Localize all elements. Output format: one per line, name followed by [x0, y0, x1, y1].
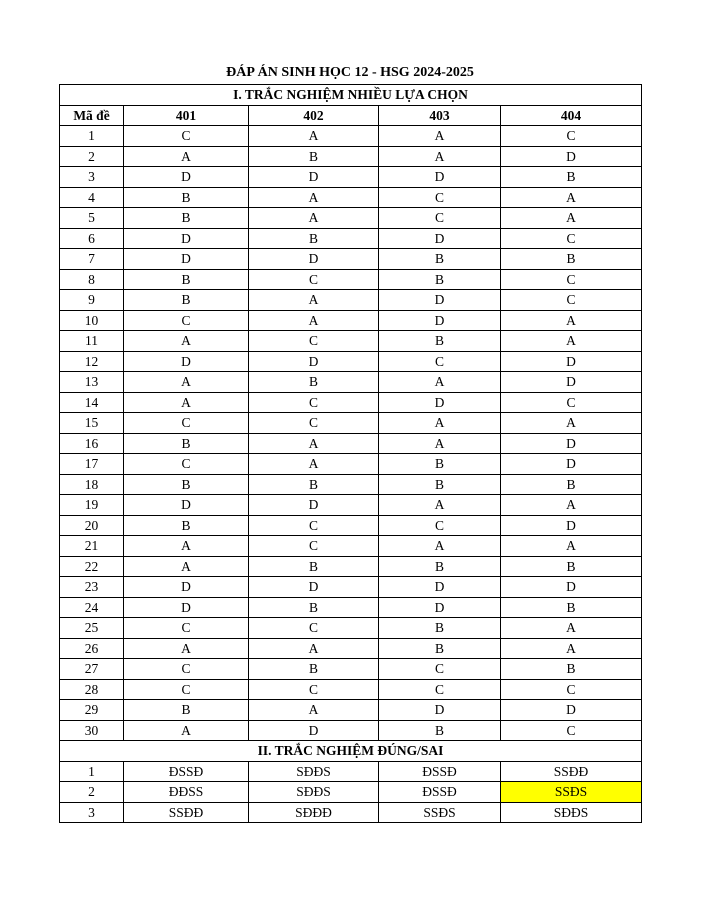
answer-cell: B [379, 474, 501, 495]
answer-cell: C [124, 659, 249, 680]
answer-cell: ĐSSĐ [379, 782, 501, 803]
answer-cell: A [379, 372, 501, 393]
answer-cell: B [124, 515, 249, 536]
answer-cell: B [501, 659, 642, 680]
answer-cell: A [124, 720, 249, 741]
answer-cell: A [249, 126, 379, 147]
answer-cell: D [379, 310, 501, 331]
answer-cell: D [124, 351, 249, 372]
question-number: 22 [60, 556, 124, 577]
mc-row [60, 249, 642, 270]
answer-cell: A [379, 413, 501, 434]
answer-cell: C [124, 126, 249, 147]
answer-cell: B [379, 618, 501, 639]
question-number: 10 [60, 310, 124, 331]
answer-cell: C [501, 228, 642, 249]
answer-cell: D [501, 433, 642, 454]
question-number: 17 [60, 454, 124, 475]
answer-cell: ĐSSĐ [124, 761, 249, 782]
question-number: 23 [60, 577, 124, 598]
answer-cell: D [501, 351, 642, 372]
answer-cell: D [379, 392, 501, 413]
section-1-row [60, 85, 642, 106]
answer-cell: SĐĐS [249, 761, 379, 782]
answer-cell: D [379, 700, 501, 721]
answer-cell: C [249, 515, 379, 536]
answer-cell: B [379, 269, 501, 290]
answer-cell: C [501, 126, 642, 147]
answer-cell: A [124, 392, 249, 413]
mc-row [60, 187, 642, 208]
answer-cell: D [124, 495, 249, 516]
answer-cell: D [249, 495, 379, 516]
answer-cell: A [124, 331, 249, 352]
section-2-row [60, 741, 642, 762]
answer-cell: C [124, 310, 249, 331]
code-header-403: 403 [379, 105, 501, 126]
answer-cell: A [501, 495, 642, 516]
answer-cell: C [124, 618, 249, 639]
answer-cell: A [249, 433, 379, 454]
answer-cell: SĐĐS [501, 802, 642, 823]
answer-cell: D [124, 249, 249, 270]
answer-cell: D [379, 228, 501, 249]
mc-row [60, 126, 642, 147]
answer-cell: B [124, 474, 249, 495]
answer-cell: C [379, 187, 501, 208]
tf-row [60, 782, 642, 803]
answer-cell: A [124, 372, 249, 393]
answer-cell: D [379, 577, 501, 598]
answer-cell: B [124, 208, 249, 229]
mc-row [60, 659, 642, 680]
mc-row [60, 454, 642, 475]
answer-cell: B [501, 556, 642, 577]
question-number: 2 [60, 146, 124, 167]
mc-row [60, 208, 642, 229]
answer-cell: B [249, 474, 379, 495]
question-number: 3 [60, 802, 124, 823]
answer-cell: B [249, 372, 379, 393]
answer-cell: A [249, 187, 379, 208]
question-number: 24 [60, 597, 124, 618]
answer-cell: B [379, 249, 501, 270]
question-number: 7 [60, 249, 124, 270]
answer-cell: D [501, 454, 642, 475]
answer-cell: C [379, 679, 501, 700]
answer-cell: D [501, 515, 642, 536]
answer-cell: C [124, 679, 249, 700]
code-header-401: 401 [124, 105, 249, 126]
answer-cell: B [249, 556, 379, 577]
question-number: 2 [60, 782, 124, 803]
question-number: 11 [60, 331, 124, 352]
mc-row [60, 597, 642, 618]
mc-row [60, 638, 642, 659]
section-1-title: I. TRẮC NGHIỆM NHIỀU LỰA CHỌN [60, 85, 642, 106]
answer-cell: A [501, 618, 642, 639]
answer-cell: B [379, 331, 501, 352]
answer-cell: B [379, 556, 501, 577]
answer-cell: A [379, 495, 501, 516]
mc-row [60, 495, 642, 516]
mc-row [60, 331, 642, 352]
answer-cell: A [249, 290, 379, 311]
answer-cell: C [249, 618, 379, 639]
question-number: 15 [60, 413, 124, 434]
question-number: 26 [60, 638, 124, 659]
answer-cell: B [124, 269, 249, 290]
answer-cell: D [124, 228, 249, 249]
question-number: 19 [60, 495, 124, 516]
answer-cell: D [249, 167, 379, 188]
question-number: 16 [60, 433, 124, 454]
question-number: 30 [60, 720, 124, 741]
question-number: 4 [60, 187, 124, 208]
mc-row [60, 167, 642, 188]
mc-row [60, 146, 642, 167]
answer-cell: A [501, 187, 642, 208]
mc-row [60, 351, 642, 372]
mc-row [60, 474, 642, 495]
code-header-404: 404 [501, 105, 642, 126]
answer-cell: D [379, 167, 501, 188]
answer-cell: A [249, 638, 379, 659]
answer-cell: D [124, 597, 249, 618]
tf-row [60, 802, 642, 823]
mc-row [60, 290, 642, 311]
answer-cell: SĐĐS [249, 782, 379, 803]
answer-cell: C [501, 269, 642, 290]
mc-row [60, 515, 642, 536]
answer-cell: C [379, 351, 501, 372]
answer-cell: D [501, 700, 642, 721]
question-number: 3 [60, 167, 124, 188]
answer-cell: D [249, 577, 379, 598]
answer-cell: D [124, 577, 249, 598]
answer-cell: A [501, 413, 642, 434]
mc-row [60, 679, 642, 700]
question-number: 8 [60, 269, 124, 290]
answer-cell: SĐĐĐ [249, 802, 379, 823]
answer-cell: A [124, 556, 249, 577]
question-number: 14 [60, 392, 124, 413]
answer-cell: ĐSSĐ [379, 761, 501, 782]
answer-cell: A [379, 536, 501, 557]
question-number: 25 [60, 618, 124, 639]
answer-cell: A [501, 536, 642, 557]
question-number: 20 [60, 515, 124, 536]
answer-cell: D [501, 146, 642, 167]
answer-cell: B [249, 146, 379, 167]
answer-cell: C [249, 679, 379, 700]
answer-cell: A [124, 638, 249, 659]
section-2-title: II. TRẮC NGHIỆM ĐÚNG/SAI [60, 741, 642, 762]
answer-cell: B [124, 187, 249, 208]
answer-cell: C [379, 208, 501, 229]
answer-cell: D [249, 249, 379, 270]
mc-row [60, 556, 642, 577]
answer-cell: C [249, 536, 379, 557]
question-number: 13 [60, 372, 124, 393]
mc-row [60, 577, 642, 598]
answer-cell: SSĐĐ [124, 802, 249, 823]
answer-cell: B [379, 454, 501, 475]
answer-cell: C [379, 515, 501, 536]
answer-cell: C [249, 413, 379, 434]
answer-cell: D [249, 720, 379, 741]
question-number: 9 [60, 290, 124, 311]
answer-cell: B [249, 228, 379, 249]
answer-cell: C [501, 290, 642, 311]
answer-cell-highlighted: SSĐS [501, 782, 642, 803]
code-header-402: 402 [249, 105, 379, 126]
mc-row [60, 269, 642, 290]
document-title: ĐÁP ÁN SINH HỌC 12 - HSG 2024-2025 [226, 65, 474, 80]
mc-row [60, 433, 642, 454]
mc-row [60, 228, 642, 249]
header-row [60, 105, 642, 126]
answer-cell: A [249, 208, 379, 229]
answer-cell: A [249, 700, 379, 721]
answer-cell: A [501, 310, 642, 331]
question-number: 5 [60, 208, 124, 229]
answer-cell: A [379, 433, 501, 454]
mc-row [60, 618, 642, 639]
answer-cell: B [249, 597, 379, 618]
answer-cell: A [124, 146, 249, 167]
code-label-header: Mã đề [60, 105, 124, 126]
question-number: 28 [60, 679, 124, 700]
answer-cell: C [124, 454, 249, 475]
answer-cell: B [124, 433, 249, 454]
question-number: 18 [60, 474, 124, 495]
question-number: 27 [60, 659, 124, 680]
answer-cell: D [501, 577, 642, 598]
answer-cell: C [249, 392, 379, 413]
answer-cell: C [379, 659, 501, 680]
answer-cell: C [249, 331, 379, 352]
answer-cell: ĐĐSS [124, 782, 249, 803]
answer-cell: B [124, 290, 249, 311]
answer-cell: B [249, 659, 379, 680]
tf-row [60, 761, 642, 782]
answer-cell: D [379, 597, 501, 618]
mc-row [60, 413, 642, 434]
answer-cell: C [501, 392, 642, 413]
answer-cell: B [379, 638, 501, 659]
answer-cell: B [501, 249, 642, 270]
answer-cell: D [501, 372, 642, 393]
question-number: 29 [60, 700, 124, 721]
answer-cell: C [249, 269, 379, 290]
mc-row [60, 392, 642, 413]
mc-row [60, 720, 642, 741]
answer-cell: D [124, 167, 249, 188]
answer-cell: D [249, 351, 379, 372]
answer-cell: B [501, 167, 642, 188]
answer-cell: A [379, 146, 501, 167]
question-number: 12 [60, 351, 124, 372]
answer-cell: B [501, 474, 642, 495]
answer-cell: A [249, 310, 379, 331]
answer-cell: A [249, 454, 379, 475]
mc-row [60, 700, 642, 721]
answer-cell: SSĐS [379, 802, 501, 823]
mc-row [60, 372, 642, 393]
answer-cell: B [379, 720, 501, 741]
answer-cell: D [379, 290, 501, 311]
answer-cell: B [124, 700, 249, 721]
question-number: 6 [60, 228, 124, 249]
answer-cell: A [501, 638, 642, 659]
mc-row [60, 310, 642, 331]
question-number: 21 [60, 536, 124, 557]
mc-row [60, 536, 642, 557]
answer-key-table [59, 84, 642, 823]
answer-cell: C [501, 679, 642, 700]
answer-cell: A [124, 536, 249, 557]
question-number: 1 [60, 761, 124, 782]
question-number: 1 [60, 126, 124, 147]
answer-cell: SSĐĐ [501, 761, 642, 782]
answer-cell: C [124, 413, 249, 434]
answer-cell: A [379, 126, 501, 147]
answer-cell: A [501, 208, 642, 229]
answer-cell: B [501, 597, 642, 618]
answer-cell: A [501, 331, 642, 352]
answer-cell: C [501, 720, 642, 741]
